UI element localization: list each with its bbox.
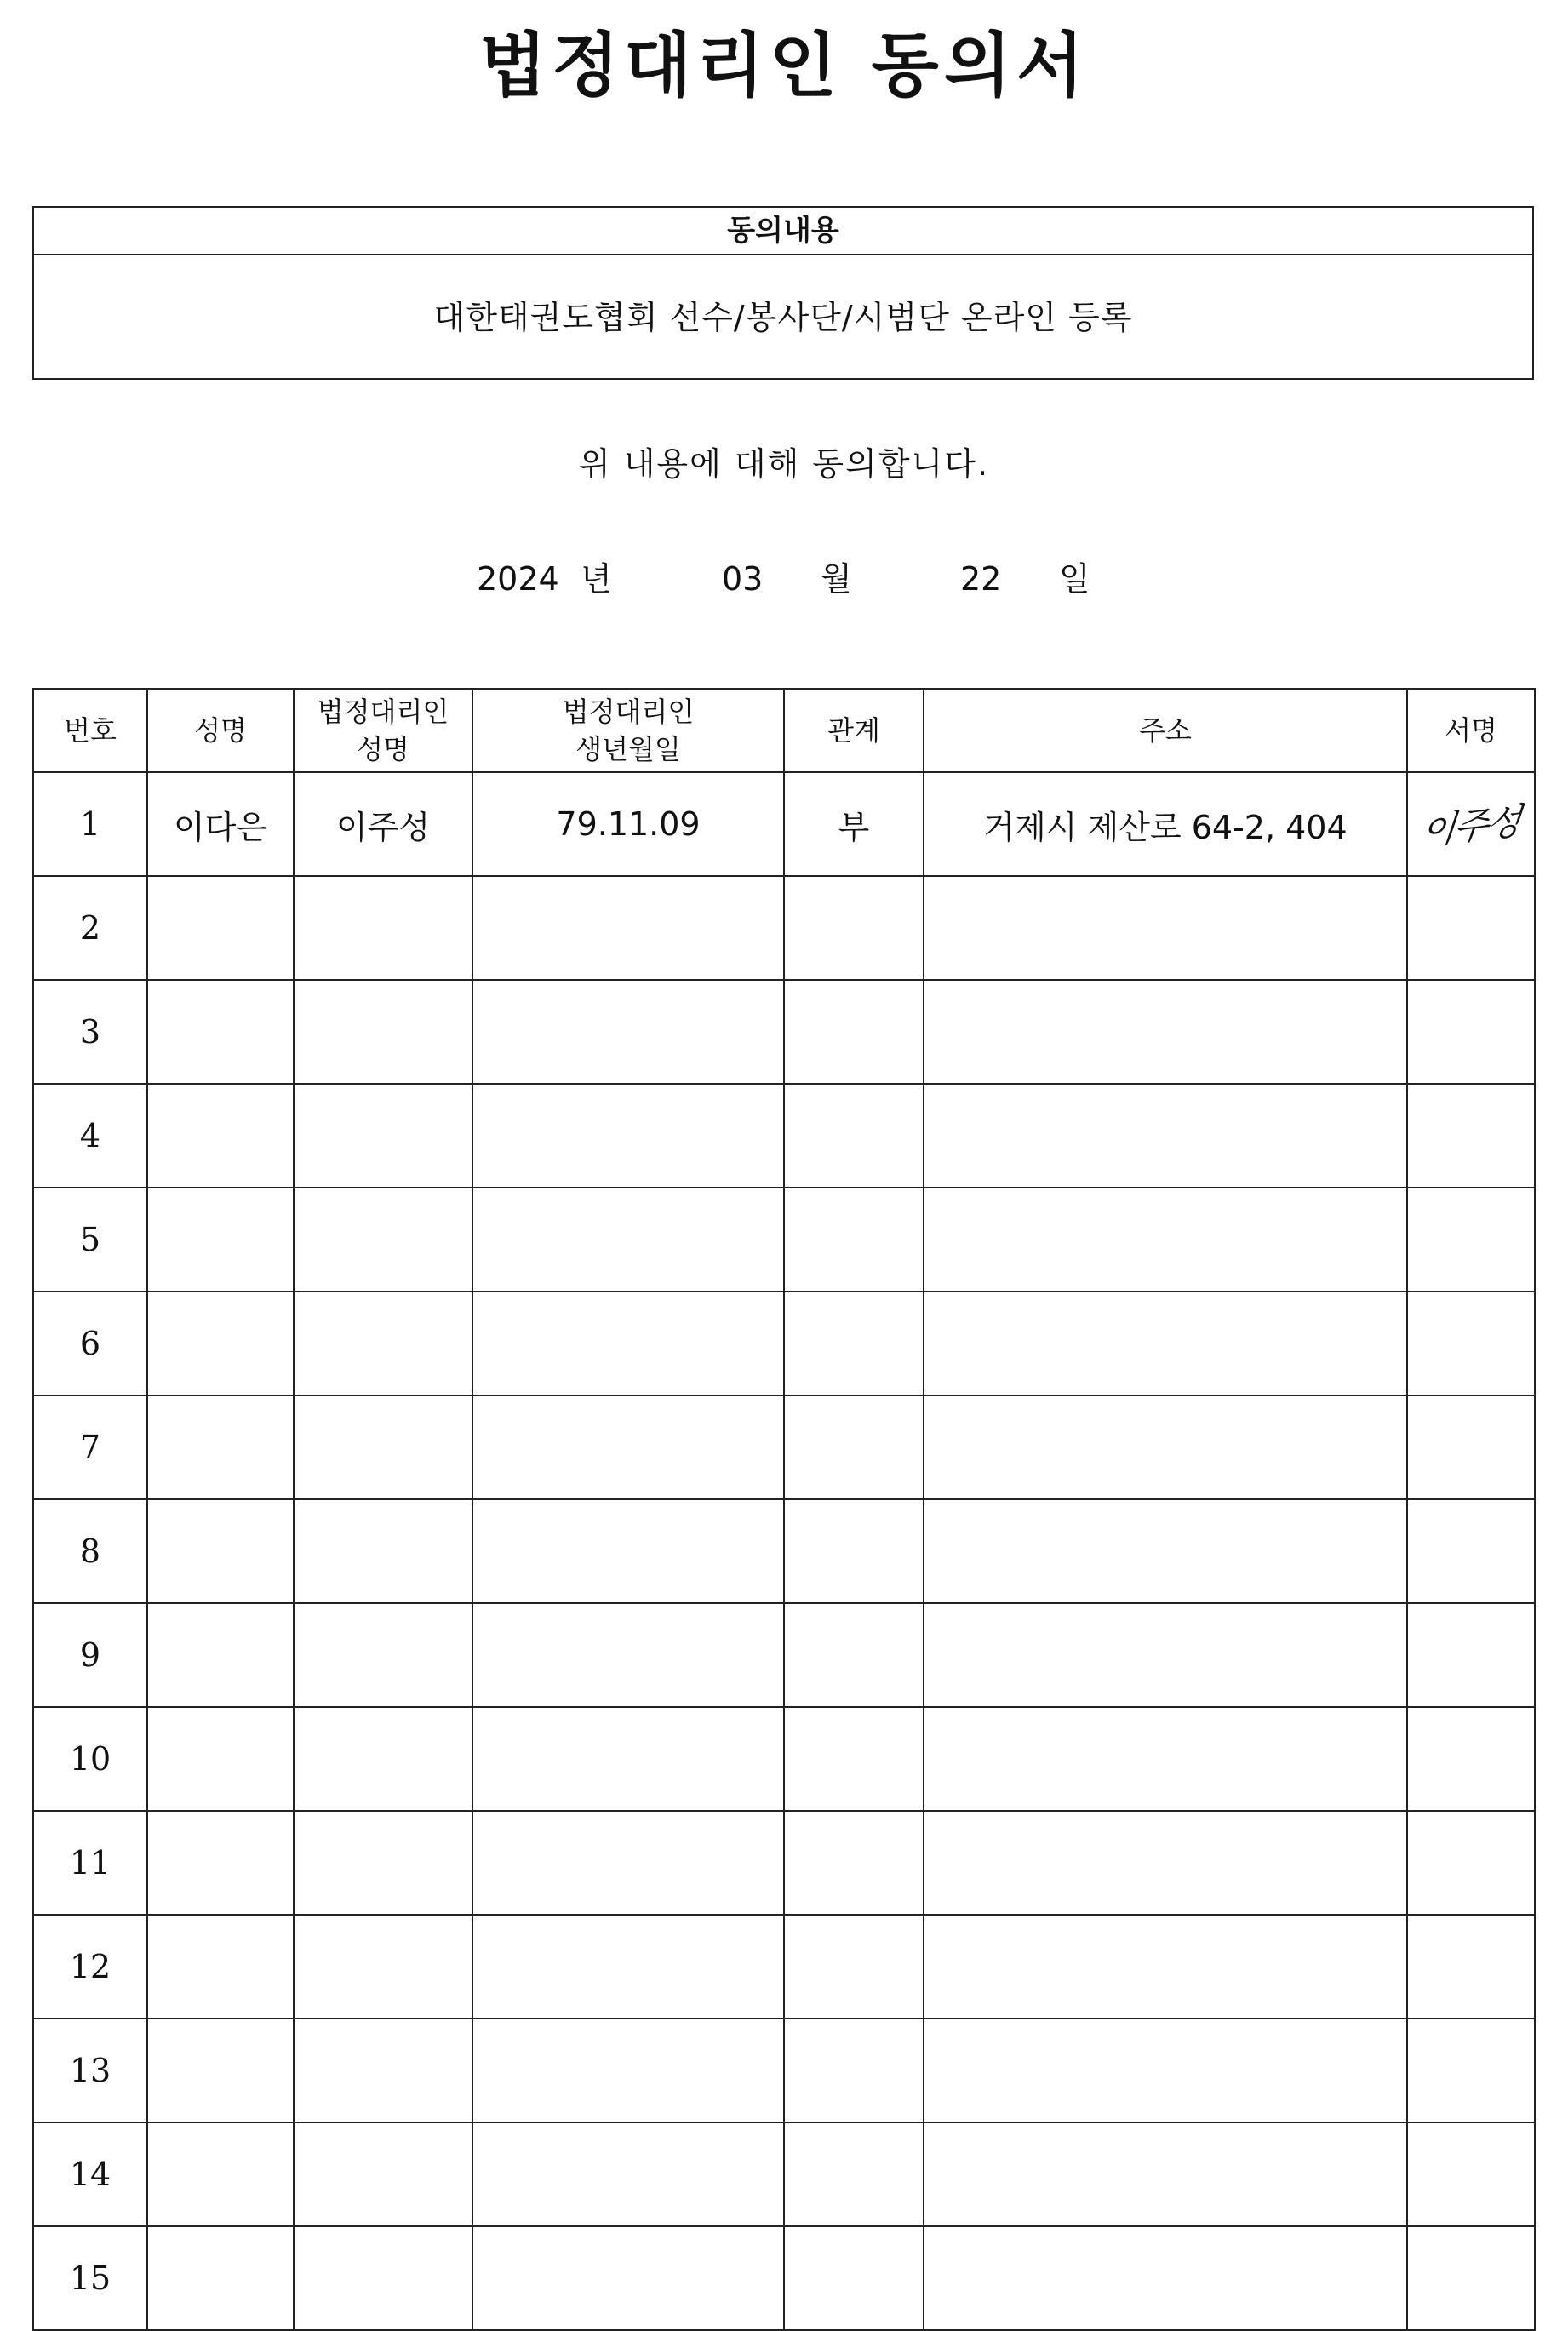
cell-guardian-name bbox=[294, 1915, 472, 2019]
cell-row-number: 6 bbox=[33, 1292, 147, 1395]
cell-student-name bbox=[147, 1188, 294, 1292]
cell-row-number: 4 bbox=[33, 1084, 147, 1188]
cell-guardian-birthdate bbox=[472, 1188, 784, 1292]
cell-signature bbox=[1407, 2226, 1535, 2330]
cell-guardian-birthdate bbox=[472, 876, 784, 980]
cell-signature bbox=[1407, 1603, 1535, 1707]
cell-guardian-name bbox=[294, 1084, 472, 1188]
cell-student-name bbox=[147, 1603, 294, 1707]
header-address: 주소 bbox=[924, 689, 1407, 772]
cell-relation bbox=[784, 1603, 924, 1707]
cell-guardian-birthdate bbox=[472, 1084, 784, 1188]
cell-student-name bbox=[147, 876, 294, 980]
table-row bbox=[33, 1395, 1535, 1499]
cell-guardian-birthdate bbox=[472, 1395, 784, 1499]
table-row bbox=[33, 2122, 1535, 2226]
consent-content: 대한태권도협회 선수/봉사단/시범단 온라인 등록 bbox=[433, 299, 1133, 336]
document-title: 법정대리인 동의서 bbox=[478, 26, 1090, 106]
cell-row-number: 3 bbox=[33, 980, 147, 1084]
cell-guardian-name bbox=[294, 1707, 472, 1811]
table-body bbox=[33, 772, 1535, 2330]
table-row bbox=[33, 2019, 1535, 2122]
cell-student-name bbox=[147, 1084, 294, 1188]
cell-guardian-birthdate bbox=[472, 980, 784, 1084]
cell-signature bbox=[1407, 1811, 1535, 1915]
cell-relation bbox=[784, 1707, 924, 1811]
cell-relation bbox=[784, 980, 924, 1084]
header-guardian-name-line1: 법정대리인 bbox=[317, 696, 449, 728]
header-guardian-birth bbox=[472, 689, 784, 772]
date-month: 03 bbox=[722, 560, 764, 598]
header-guardian-name-line2: 성명 bbox=[357, 733, 409, 765]
table-row bbox=[33, 1084, 1535, 1188]
cell-student-name bbox=[147, 1292, 294, 1395]
cell-guardian-name bbox=[294, 2122, 472, 2226]
cell-address bbox=[924, 1603, 1407, 1707]
cell-student-name bbox=[147, 1915, 294, 2019]
table-row bbox=[33, 1915, 1535, 2019]
cell-guardian-birthdate bbox=[472, 1915, 784, 2019]
cell-guardian-birthdate bbox=[472, 1499, 784, 1603]
cell-student-name bbox=[147, 1499, 294, 1603]
cell-guardian-name bbox=[294, 2019, 472, 2122]
cell-signature bbox=[1407, 1084, 1535, 1188]
agreement-statement: 위 내용에 대해 동의합니다. bbox=[578, 445, 990, 483]
cell-row-number: 13 bbox=[33, 2019, 147, 2122]
date-day: 22 bbox=[960, 560, 1002, 598]
cell-signature bbox=[1407, 1707, 1535, 1811]
date-month-unit: 월 bbox=[821, 560, 852, 598]
cell-guardian-name bbox=[294, 1811, 472, 1915]
header-name: 성명 bbox=[147, 689, 294, 772]
cell-student-name bbox=[147, 2226, 294, 2330]
date-line bbox=[0, 549, 1568, 609]
cell-student-name: 이다은 bbox=[147, 772, 294, 876]
cell-student-name bbox=[147, 2122, 294, 2226]
cell-relation bbox=[784, 1292, 924, 1395]
cell-student-name bbox=[147, 1707, 294, 1811]
cell-row-number: 8 bbox=[33, 1499, 147, 1603]
cell-guardian-birthdate bbox=[472, 1811, 784, 1915]
cell-row-number: 15 bbox=[33, 2226, 147, 2330]
cell-relation bbox=[784, 2226, 924, 2330]
header-guardian-birth-line2: 생년월일 bbox=[575, 733, 681, 765]
cell-address: 거제시 제산로 64-2, 404 bbox=[924, 772, 1407, 876]
cell-guardian-name bbox=[294, 980, 472, 1084]
cell-guardian-birthdate bbox=[472, 2019, 784, 2122]
cell-address bbox=[924, 1811, 1407, 1915]
cell-guardian-birthdate bbox=[472, 1292, 784, 1395]
table-header-row bbox=[33, 689, 1535, 772]
cell-relation bbox=[784, 1188, 924, 1292]
cell-student-name bbox=[147, 980, 294, 1084]
table-row bbox=[33, 876, 1535, 980]
cell-relation bbox=[784, 1084, 924, 1188]
header-guardian-birth-line1: 법정대리인 bbox=[562, 696, 695, 728]
cell-address bbox=[924, 1292, 1407, 1395]
cell-guardian-birthdate: 79.11.09 bbox=[472, 772, 784, 876]
table-row bbox=[33, 1603, 1535, 1707]
cell-signature bbox=[1407, 1915, 1535, 2019]
cell-signature bbox=[1407, 1395, 1535, 1499]
header-signature: 서명 bbox=[1407, 689, 1535, 772]
cell-signature bbox=[1407, 980, 1535, 1084]
cell-relation bbox=[784, 1915, 924, 2019]
cell-guardian-birthdate bbox=[472, 2122, 784, 2226]
header-no: 번호 bbox=[33, 689, 147, 772]
cell-row-number: 10 bbox=[33, 1707, 147, 1811]
cell-signature bbox=[1407, 772, 1535, 876]
cell-address bbox=[924, 1084, 1407, 1188]
table-row bbox=[33, 1188, 1535, 1292]
cell-row-number: 12 bbox=[33, 1915, 147, 2019]
cell-row-number: 14 bbox=[33, 2122, 147, 2226]
header-guardian-name bbox=[294, 689, 472, 772]
cell-address bbox=[924, 1188, 1407, 1292]
cell-address bbox=[924, 2226, 1407, 2330]
cell-guardian-name bbox=[294, 1499, 472, 1603]
cell-relation bbox=[784, 1811, 924, 1915]
date-year-unit: 년 bbox=[581, 560, 612, 598]
cell-guardian-birthdate bbox=[472, 1603, 784, 1707]
cell-guardian-name bbox=[294, 1188, 472, 1292]
cell-relation bbox=[784, 1395, 924, 1499]
cell-address bbox=[924, 2122, 1407, 2226]
cell-address bbox=[924, 1395, 1407, 1499]
table-row bbox=[33, 980, 1535, 1084]
table-row bbox=[33, 1292, 1535, 1395]
cell-address bbox=[924, 1499, 1407, 1603]
cell-address bbox=[924, 1915, 1407, 2019]
header-relation: 관계 bbox=[784, 689, 924, 772]
cell-signature bbox=[1407, 1499, 1535, 1603]
consent-box bbox=[32, 206, 1534, 380]
cell-student-name bbox=[147, 1395, 294, 1499]
handwritten-signature: 이주성 bbox=[1419, 799, 1522, 853]
cell-guardian-name bbox=[294, 876, 472, 980]
cell-student-name bbox=[147, 1811, 294, 1915]
cell-row-number: 9 bbox=[33, 1603, 147, 1707]
table-row bbox=[33, 2226, 1535, 2330]
cell-guardian-name bbox=[294, 1395, 472, 1499]
date-day-unit: 일 bbox=[1059, 560, 1090, 598]
cell-address bbox=[924, 2019, 1407, 2122]
cell-row-number: 1 bbox=[33, 772, 147, 876]
cell-row-number: 5 bbox=[33, 1188, 147, 1292]
cell-signature bbox=[1407, 876, 1535, 980]
cell-row-number: 2 bbox=[33, 876, 147, 980]
table-row bbox=[33, 772, 1535, 876]
cell-address bbox=[924, 980, 1407, 1084]
cell-row-number: 11 bbox=[33, 1811, 147, 1915]
cell-address bbox=[924, 1707, 1407, 1811]
cell-relation bbox=[784, 876, 924, 980]
cell-guardian-birthdate bbox=[472, 2226, 784, 2330]
cell-guardian-name: 이주성 bbox=[294, 772, 472, 876]
cell-relation bbox=[784, 2122, 924, 2226]
cell-signature bbox=[1407, 2122, 1535, 2226]
cell-guardian-name bbox=[294, 1292, 472, 1395]
cell-relation: 부 bbox=[784, 772, 924, 876]
table-row bbox=[33, 1811, 1535, 1915]
cell-signature bbox=[1407, 2019, 1535, 2122]
table-row bbox=[33, 1499, 1535, 1603]
cell-student-name bbox=[147, 2019, 294, 2122]
cell-guardian-birthdate bbox=[472, 1707, 784, 1811]
cell-guardian-name bbox=[294, 2226, 472, 2330]
cell-signature bbox=[1407, 1188, 1535, 1292]
cell-relation bbox=[784, 2019, 924, 2122]
cell-row-number: 7 bbox=[33, 1395, 147, 1499]
cell-relation bbox=[784, 1499, 924, 1603]
date-year: 2024 bbox=[477, 560, 559, 598]
table-row bbox=[33, 1707, 1535, 1811]
cell-address bbox=[924, 876, 1407, 980]
consent-heading: 동의내용 bbox=[34, 208, 1532, 255]
cell-signature bbox=[1407, 1292, 1535, 1395]
guardian-table bbox=[32, 688, 1536, 2331]
cell-guardian-name bbox=[294, 1603, 472, 1707]
